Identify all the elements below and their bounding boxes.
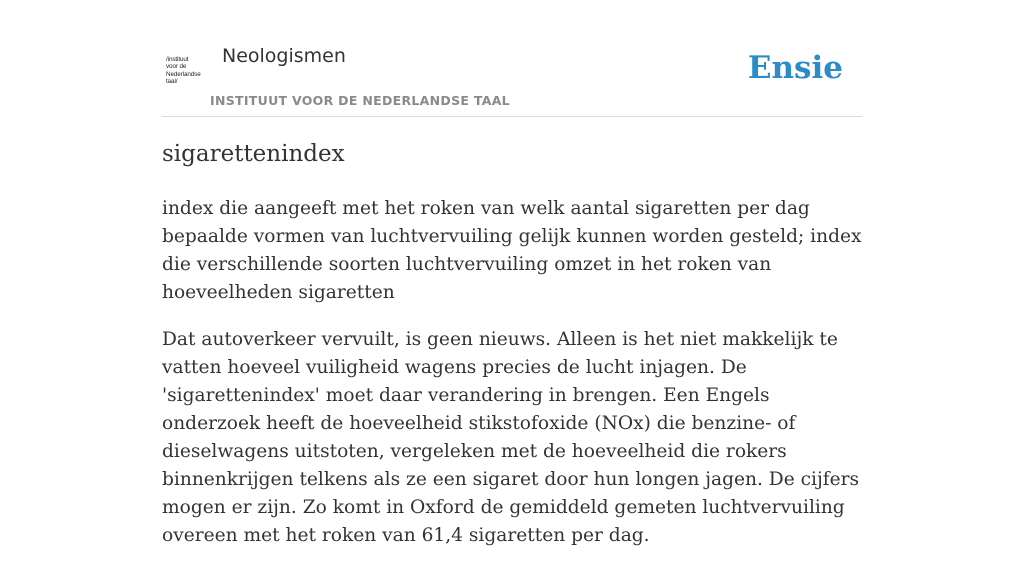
entry-quote: Dat autoverkeer vervuilt, is geen nieuws. Alleen is het niet makkelijk te vatten hoeveel vuiligheid wagens precies de lucht injagen. De 'sigarettenindex' moet daar verandering in brengen. Een Engels onderzoek heeft de hoeveelheid stikstofoxide (NOx) die benzine- of dieselwagens uitstoten, vergeleken met de hoeveelheid die rokers binnenkrijgen telkens als ze een sigaret door hun longen jagen. De cijfers mogen er zijn. Zo komt in Oxford de gemiddeld gemeten luchtvervuiling overeen met het roken van 61,4 sigaretten per dag. [162, 329, 860, 546]
logo-line: voor de [166, 63, 187, 71]
organization-name: INSTITUUT VOOR DE NEDERLANDSE TAAL [210, 93, 510, 108]
entry-content [162, 137, 862, 569]
site-title[interactable]: Neologismen [222, 45, 346, 67]
logo-line: Nederlandse [166, 70, 201, 78]
brand-logo[interactable]: Ensie [747, 50, 843, 86]
header [162, 0, 862, 117]
logo-line: taal/ [166, 78, 178, 86]
entry-definition: index die aangeeft met het roken van welk aantal sigaretten per dag bepaalde vormen van luchtvervuiling gelijk kunnen worden gesteld; index die verschillende soorten luchtvervuiling omzet in het roken van hoeveelheden sigaretten [162, 198, 862, 303]
entry-term: sigarettenindex [162, 141, 345, 167]
logo-line: /instituut [166, 56, 189, 63]
institute-logo[interactable] [166, 56, 208, 90]
